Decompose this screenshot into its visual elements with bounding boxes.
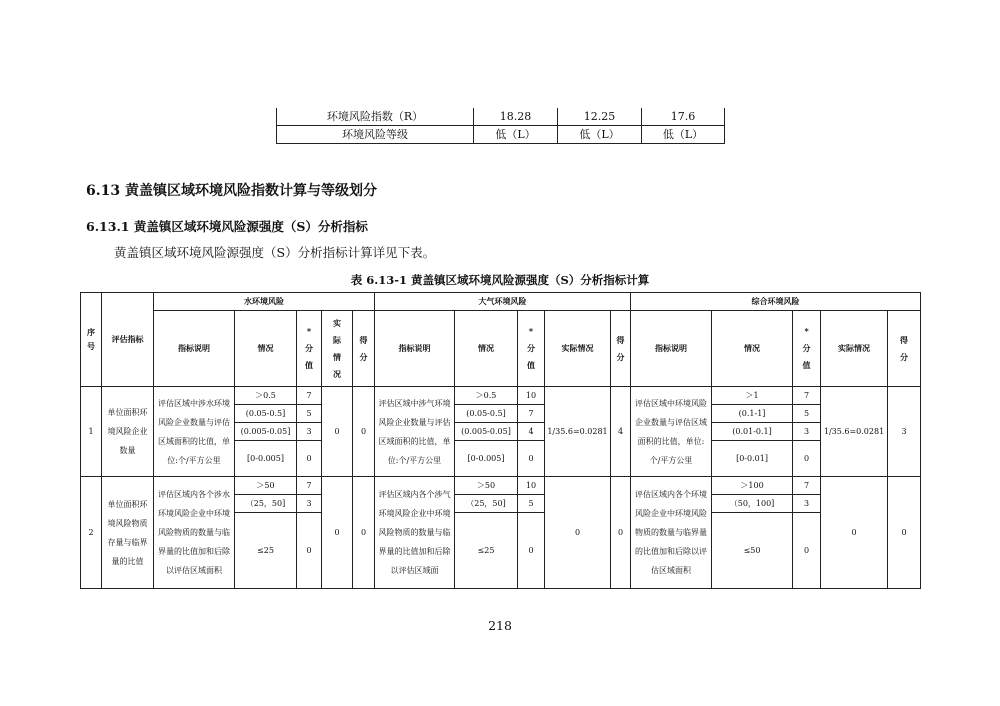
air-actual: 0 [545, 477, 611, 589]
header-actual: 实际情况 [322, 311, 353, 387]
air-score: 0 [518, 513, 545, 589]
combined-desc: 评估区域内各个环境风险企业中环境风险物质的数量与临界量的比值加和后除以评估区域面积 [631, 477, 712, 589]
combined-desc: 评估区域中环境风险企业数量与评估区域面积的比值，单位:个/平方公里 [631, 387, 712, 477]
air-cond: [0-0.005] [455, 441, 518, 477]
combined-actual: 0 [821, 477, 888, 589]
water-got: 0 [353, 387, 375, 477]
air-cond: (0.05-0.5] [455, 405, 518, 423]
water-score: 7 [297, 387, 322, 405]
combined-cond: ＞1 [712, 387, 793, 405]
table-row [81, 477, 921, 495]
header-got: 得分 [611, 311, 631, 387]
section-heading: 6.13 黄盖镇区域环境风险指数计算与等级划分 [86, 183, 377, 199]
water-got: 0 [353, 477, 375, 589]
header-situation: 情况 [712, 311, 793, 387]
water-cond: ＞50 [235, 477, 297, 495]
table-row [277, 126, 725, 144]
header-score: *分值 [297, 311, 322, 387]
header-row [81, 293, 921, 311]
header-desc: 指标说明 [631, 311, 712, 387]
air-score: 10 [518, 477, 545, 495]
row-indicator: 单位面积环境风险企业数量 [102, 387, 154, 477]
air-score: 0 [518, 441, 545, 477]
air-score: 7 [518, 405, 545, 423]
cell-value: 17.6 [642, 108, 725, 126]
air-actual: 1/35.6=0.0281 [545, 387, 611, 477]
subsection-heading: 6.13.1 黄盖镇区域环境风险源强度（S）分析指标 [86, 219, 368, 234]
water-actual: 0 [322, 387, 353, 477]
header-index: 序号 [81, 293, 102, 387]
header-score: *分值 [793, 311, 821, 387]
water-score: 5 [297, 405, 322, 423]
header-situation: 情况 [455, 311, 518, 387]
water-cond: ≤25 [235, 513, 297, 589]
water-score: 3 [297, 495, 322, 513]
combined-cond: （50，100] [712, 495, 793, 513]
combined-cond: (0.1-1] [712, 405, 793, 423]
water-score: 0 [297, 441, 322, 477]
combined-cond: (0.01-0.1] [712, 423, 793, 441]
water-actual: 0 [322, 477, 353, 589]
combined-score: 5 [793, 405, 821, 423]
table-caption: 表 6.13-1 黄盖镇区域环境风险源强度（S）分析指标计算 [350, 273, 650, 287]
cell-value: 12.25 [558, 108, 642, 126]
row-index: 2 [81, 477, 102, 589]
water-cond: (0.005-0.05] [235, 423, 297, 441]
header-air-risk: 大气环境风险 [375, 293, 631, 311]
source-strength-table [80, 292, 921, 589]
header-indicator: 评估指标 [102, 293, 154, 387]
air-score: 10 [518, 387, 545, 405]
combined-score: 7 [793, 477, 821, 495]
header-score: *分值 [518, 311, 545, 387]
air-got: 0 [611, 477, 631, 589]
header-water-risk: 水环境风险 [154, 293, 375, 311]
cell-value: 低（L） [474, 126, 558, 144]
row-label: 环境风险指数（R） [277, 108, 474, 126]
header-desc: 指标说明 [154, 311, 235, 387]
water-desc: 评估区域内各个涉水环境风险企业中环境风险物质的数量与临界量的比值加和后除以评估区域面积 [154, 477, 235, 589]
air-cond: （25，50] [455, 495, 518, 513]
header-combined-risk: 综合环境风险 [631, 293, 921, 311]
combined-score: 7 [793, 387, 821, 405]
water-cond: (0.05-0.5] [235, 405, 297, 423]
risk-index-summary-table [276, 108, 725, 144]
table-row [277, 108, 725, 126]
air-cond: (0.005-0.05] [455, 423, 518, 441]
row-label: 环境风险等级 [277, 126, 474, 144]
combined-cond: [0-0.01] [712, 441, 793, 477]
combined-score: 0 [793, 513, 821, 589]
combined-cond: ＞100 [712, 477, 793, 495]
water-cond: ＞0.5 [235, 387, 297, 405]
air-desc: 评估区域中涉气环境风险企业数量与评估区域面积的比值，单位:个/平方公里 [375, 387, 455, 477]
header-situation: 情况 [235, 311, 297, 387]
header-actual: 实际情况 [545, 311, 611, 387]
air-cond: ＞50 [455, 477, 518, 495]
body-paragraph: 黄盖镇区域环境风险源强度（S）分析指标计算详见下表。 [114, 245, 436, 260]
header-got: 得分 [353, 311, 375, 387]
air-cond: ≤25 [455, 513, 518, 589]
air-desc: 评估区域内各个涉气环境风险企业中环境风险物质的数量与临界量的比值加和后除以评估区域面 [375, 477, 455, 589]
combined-cond: ≤50 [712, 513, 793, 589]
table-row [81, 387, 921, 405]
cell-value: 18.28 [474, 108, 558, 126]
cell-value: 低（L） [642, 126, 725, 144]
header-desc: 指标说明 [375, 311, 455, 387]
header-got: 得分 [888, 311, 921, 387]
header-actual: 实际情况 [821, 311, 888, 387]
combined-got: 3 [888, 387, 921, 477]
air-score: 4 [518, 423, 545, 441]
cell-value: 低（L） [558, 126, 642, 144]
air-score: 5 [518, 495, 545, 513]
combined-score: 0 [793, 441, 821, 477]
water-cond: （25，50] [235, 495, 297, 513]
water-desc: 评估区域中涉水环境风险企业数量与评估区域面积的比值，单位:个/平方公里 [154, 387, 235, 477]
water-cond: [0-0.005] [235, 441, 297, 477]
header-row [81, 311, 921, 387]
combined-score: 3 [793, 423, 821, 441]
air-cond: ＞0.5 [455, 387, 518, 405]
page-number: 218 [488, 618, 512, 633]
air-got: 4 [611, 387, 631, 477]
water-score: 7 [297, 477, 322, 495]
water-score: 3 [297, 423, 322, 441]
combined-score: 3 [793, 495, 821, 513]
combined-actual: 1/35.6=0.0281 [821, 387, 888, 477]
water-score: 0 [297, 513, 322, 589]
row-index: 1 [81, 387, 102, 477]
row-indicator: 单位面积环境风险物质存量与临界量的比值 [102, 477, 154, 589]
combined-got: 0 [888, 477, 921, 589]
